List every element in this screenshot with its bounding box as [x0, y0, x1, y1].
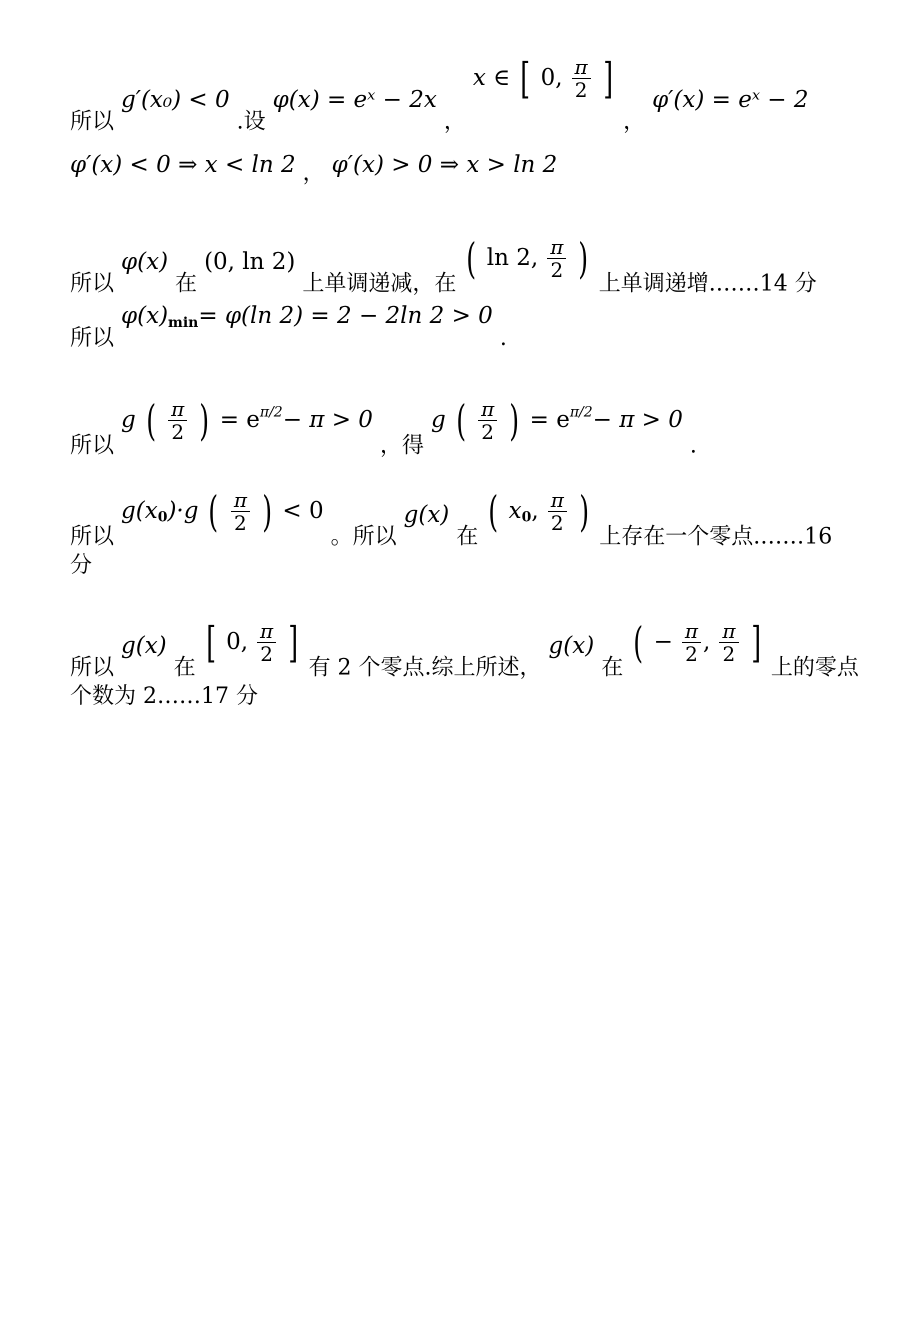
text: 所以	[70, 524, 115, 550]
formula-interval-4	[203, 617, 302, 667]
denominator: 2	[550, 258, 564, 282]
formula-phi: φ(x)	[121, 248, 169, 275]
bracket: )	[199, 395, 210, 445]
fraction	[168, 398, 187, 443]
numerator: π	[719, 620, 738, 643]
math-part: g	[121, 406, 136, 433]
math-part: ,	[531, 497, 539, 524]
math-part: 0,	[226, 628, 249, 655]
denominator: 2	[722, 642, 736, 666]
bracket: [	[520, 53, 531, 103]
text: 有 2 个零点.综上所述，	[308, 655, 542, 681]
text: ，	[623, 109, 646, 135]
denominator: 2	[260, 642, 273, 666]
text: ，	[443, 109, 466, 135]
fraction	[257, 620, 276, 665]
superscript: π/2	[569, 404, 593, 421]
math-part: ln 2,	[486, 244, 539, 271]
subscript: 0	[521, 509, 532, 526]
text: 上的零点	[770, 655, 859, 681]
bracket: (	[466, 233, 477, 283]
subscript: min	[168, 315, 199, 331]
bracket: (	[633, 617, 644, 667]
denominator: 2	[685, 642, 698, 666]
line-7	[70, 553, 840, 579]
line-1	[70, 53, 840, 145]
formula-product	[121, 486, 324, 536]
fraction	[572, 56, 591, 101]
fraction	[548, 489, 567, 534]
math-part: −	[653, 628, 673, 655]
math-part: x ∈	[472, 64, 511, 91]
formula-ineq-2: φ′(x) > 0 ⇒ x > ln 2	[331, 152, 558, 178]
bracket: ]	[288, 617, 299, 667]
numerator: π	[257, 620, 276, 643]
text: 上单调递增.……14 分	[598, 271, 817, 297]
math-part: ,	[703, 628, 711, 655]
formula-phi-min	[121, 303, 493, 336]
math-part: − π > 0	[592, 406, 683, 433]
denominator: 2	[234, 511, 247, 535]
line-9	[70, 684, 840, 710]
numerator: π	[168, 398, 187, 421]
denominator: 2	[481, 420, 495, 444]
text: 上存在一个零点.……16	[599, 524, 833, 550]
bracket: )	[578, 233, 589, 283]
text: 在	[175, 271, 198, 297]
numerator: π	[478, 398, 497, 421]
line-3	[70, 233, 840, 307]
fraction	[231, 489, 250, 534]
denominator: 2	[574, 78, 588, 102]
text: 所以	[70, 271, 115, 297]
text: 。所以	[330, 524, 397, 550]
text: 在	[173, 655, 196, 681]
fraction	[682, 620, 701, 665]
text: ，得	[379, 433, 424, 459]
bracket: ]	[750, 617, 761, 667]
formula-ineq-1: φ′(x) < 0 ⇒ x < ln 2	[70, 152, 296, 178]
text: 所以	[70, 326, 115, 351]
math-part: = e	[529, 406, 570, 433]
text: 所以	[70, 655, 115, 681]
denominator: 2	[171, 420, 185, 444]
math-part: )·g	[167, 497, 199, 524]
text: 分	[70, 553, 93, 578]
text: ，	[302, 161, 325, 186]
formula-g-pi-half	[121, 395, 373, 445]
text: 所以	[70, 433, 115, 459]
text: .	[499, 326, 507, 351]
formula-interval-5	[630, 617, 764, 667]
formula-interval	[472, 53, 616, 103]
fraction	[719, 620, 738, 665]
bracket: (	[208, 486, 219, 536]
bracket: )	[262, 486, 273, 536]
text: 在	[601, 655, 624, 681]
formula-interval-3	[485, 486, 592, 536]
fraction	[547, 236, 566, 281]
math-part: g	[430, 406, 446, 433]
bracket: (	[488, 486, 499, 536]
formula-g-pi-half-2	[430, 395, 683, 445]
fraction	[478, 398, 497, 443]
math-part: 0,	[540, 64, 563, 91]
text: 在	[456, 524, 479, 550]
formula-gx: g(x)	[121, 632, 167, 659]
math-part: = e	[219, 406, 260, 433]
numerator: π	[572, 56, 591, 79]
formula-phi-prime: φ′(x) = eˣ − 2	[652, 86, 809, 113]
math-part: g(x	[121, 497, 158, 524]
math-part: − π > 0	[282, 406, 373, 433]
math-part: x	[508, 497, 522, 524]
math-part: < 0	[282, 497, 324, 524]
math-part: φ(x)	[121, 303, 169, 329]
formula-interval: (0, ln 2)	[204, 248, 296, 275]
text: .设	[236, 109, 266, 135]
denominator: 2	[550, 511, 564, 535]
numerator: π	[547, 236, 566, 259]
bracket: [	[205, 617, 216, 667]
subscript: 0	[157, 509, 168, 526]
text: 上单调递减，在	[302, 271, 457, 297]
numerator: π	[231, 489, 250, 512]
numerator: π	[548, 489, 567, 512]
text: 所以	[70, 109, 115, 135]
bracket: (	[455, 395, 466, 445]
math-part: = φ(ln 2) = 2 − 2ln 2 > 0	[198, 303, 493, 329]
numerator: π	[682, 620, 701, 643]
bracket: (	[146, 395, 156, 445]
line-2	[70, 152, 840, 186]
formula-interval-2	[463, 233, 591, 283]
bracket: ]	[602, 53, 613, 103]
text: 个数为 2……17 分	[70, 684, 258, 709]
text: .	[689, 433, 697, 459]
bracket: )	[509, 395, 520, 445]
superscript: π/2	[259, 404, 283, 421]
bracket: )	[579, 486, 589, 536]
formula-g-prime: g′(x₀) < 0	[121, 86, 230, 113]
formula-gx: g(x)	[403, 501, 450, 528]
formula-gx: g(x)	[548, 632, 595, 659]
formula-phi: φ(x) = eˣ − 2x	[272, 86, 437, 113]
